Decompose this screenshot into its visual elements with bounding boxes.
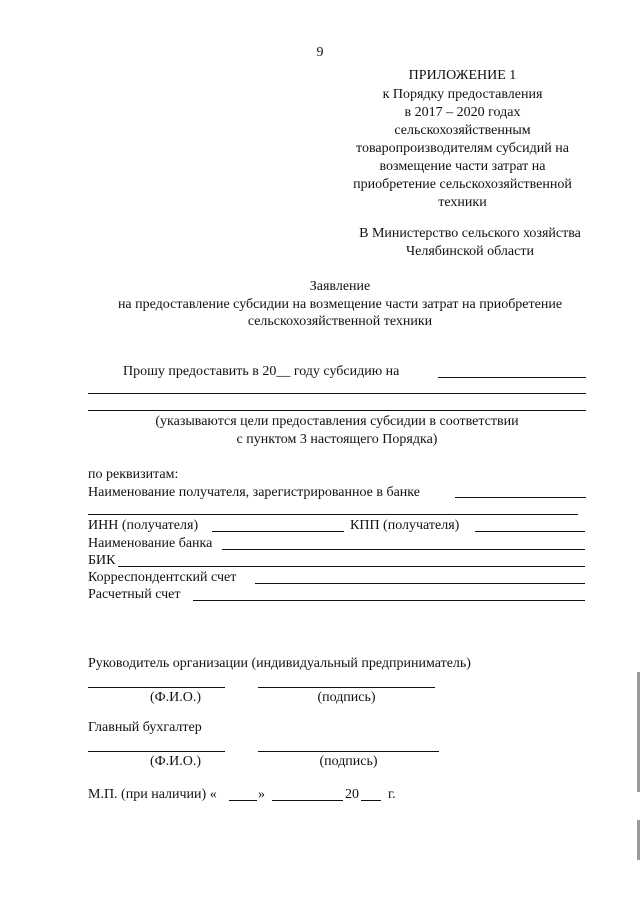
appendix-line: возмещение части затрат на bbox=[379, 159, 546, 174]
head-signature-field[interactable] bbox=[258, 687, 435, 688]
head-fio-caption: (Ф.И.О.) bbox=[149, 690, 202, 705]
kpp-field[interactable] bbox=[475, 531, 585, 532]
requisites-intro: по реквизитам: bbox=[88, 467, 179, 482]
bik-label: БИК bbox=[88, 553, 116, 568]
inn-label: ИНН (получателя) bbox=[88, 518, 199, 533]
date-year-prefix: 20 bbox=[345, 787, 359, 802]
accountant-signature-field[interactable] bbox=[258, 751, 439, 752]
head-signature-caption: (подпись) bbox=[317, 690, 376, 705]
appendix-line: техники bbox=[438, 195, 487, 210]
kpp-label: КПП (получателя) bbox=[350, 518, 460, 533]
date-day-field[interactable] bbox=[229, 800, 257, 801]
bank-name-field[interactable] bbox=[222, 549, 585, 550]
accountant-signature-caption: (подпись) bbox=[319, 754, 378, 769]
appendix-line: сельскохозяйственным bbox=[394, 123, 531, 138]
title-main: Заявление bbox=[309, 279, 371, 294]
date-month-field[interactable] bbox=[272, 800, 343, 801]
accountant-fio-field[interactable] bbox=[88, 751, 225, 752]
date-year-field[interactable] bbox=[361, 800, 381, 801]
purpose-field[interactable] bbox=[438, 377, 586, 378]
settlement-account-field[interactable] bbox=[193, 600, 585, 601]
settlement-account-label: Расчетный счет bbox=[88, 587, 181, 602]
head-label: Руководитель организации (индивидуальный предприниматель) bbox=[88, 656, 471, 671]
year-suffix: г. bbox=[388, 787, 396, 802]
accountant-fio-caption: (Ф.И.О.) bbox=[149, 754, 202, 769]
purpose-note: с пунктом 3 настоящего Порядка) bbox=[236, 432, 438, 447]
purpose-field-line-3[interactable] bbox=[88, 410, 586, 411]
title-line: сельскохозяйственной техники bbox=[247, 314, 433, 329]
appendix-line: в 2017 – 2020 годах bbox=[404, 105, 521, 120]
purpose-note: (указываются цели предоставления субсидии в соответствии bbox=[155, 414, 519, 429]
accountant-label: Главный бухгалтер bbox=[88, 720, 202, 735]
title-line: на предоставление субсидии на возмещение части затрат на приобретение bbox=[117, 297, 563, 312]
recipient-name-label: Наименование получателя, зарегистрированное в банке bbox=[88, 485, 420, 500]
stamp-quote-close: » bbox=[258, 787, 265, 802]
bank-name-label: Наименование банка bbox=[88, 536, 213, 551]
recipient-name-field-line-2[interactable] bbox=[88, 514, 578, 515]
head-fio-field[interactable] bbox=[88, 687, 225, 688]
appendix-line: товаропроизводителям субсидий на bbox=[356, 141, 569, 156]
recipient-name-field[interactable] bbox=[455, 497, 586, 498]
addressee-line: Челябинской области bbox=[406, 244, 534, 259]
appendix-line: приобретение сельскохозяйственной bbox=[353, 177, 572, 192]
inn-field[interactable] bbox=[212, 531, 344, 532]
appendix-line: к Порядку предоставления bbox=[382, 87, 543, 102]
addressee-line: В Министерство сельского хозяйства bbox=[359, 226, 581, 241]
request-text: Прошу предоставить в 20__ году субсидию на bbox=[123, 364, 400, 379]
page-number: 9 bbox=[316, 45, 324, 60]
corr-account-field[interactable] bbox=[255, 583, 585, 584]
corr-account-label: Корреспондентский счет bbox=[88, 570, 237, 585]
stamp-prefix: М.П. (при наличии) « bbox=[88, 787, 217, 802]
purpose-field-line-2[interactable] bbox=[88, 393, 586, 394]
appendix-title: ПРИЛОЖЕНИЕ 1 bbox=[408, 68, 517, 83]
bik-field[interactable] bbox=[118, 566, 585, 567]
